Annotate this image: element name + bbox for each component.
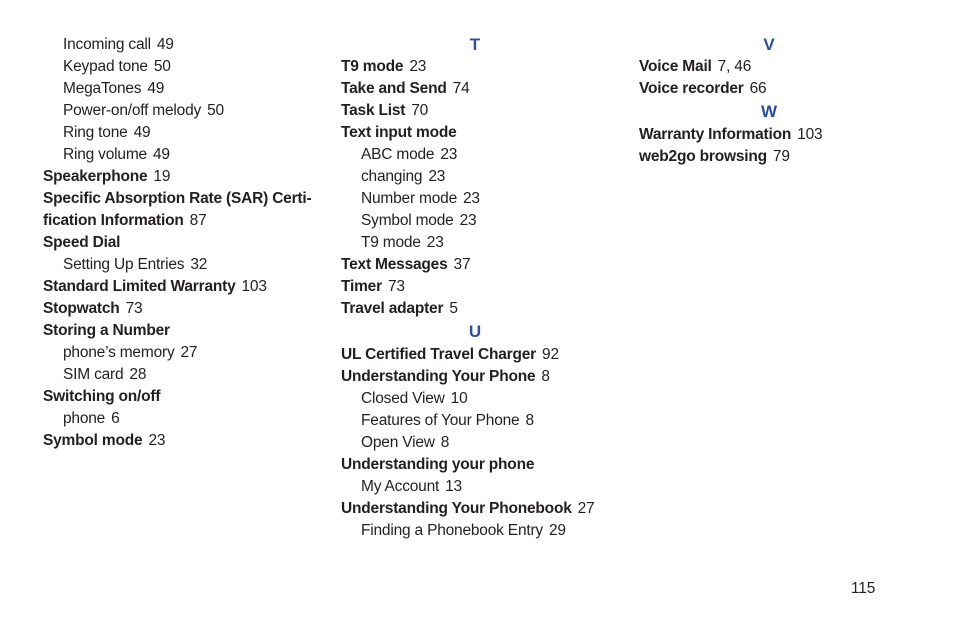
- index-term: Text input mode: [341, 124, 457, 141]
- page-reference: 8: [440, 434, 450, 451]
- page-reference: 92: [542, 346, 559, 363]
- index-subentry: [341, 232, 609, 254]
- index-subentry: [43, 254, 315, 276]
- letter-heading-v: V: [763, 35, 775, 54]
- index-column-1: [43, 34, 315, 452]
- index-subentry: [341, 166, 609, 188]
- page-reference: 19: [153, 168, 171, 185]
- index-subentry: [43, 78, 315, 100]
- page-reference: 103: [797, 126, 823, 143]
- index-term: Symbol mode: [43, 432, 143, 449]
- index-term: phone: [63, 410, 106, 427]
- page-reference: 5: [449, 300, 458, 317]
- index-term: web2go browsing: [639, 148, 767, 165]
- index-term: changing: [361, 168, 423, 185]
- index-term: Voice recorder: [639, 80, 744, 97]
- index-term: Understanding Your Phone: [341, 368, 536, 385]
- index-subentry: [43, 408, 315, 430]
- index-entry: [341, 454, 609, 476]
- index-term: Ring volume: [63, 146, 147, 163]
- index-subentry: [341, 410, 609, 432]
- index-subentry: [43, 342, 315, 364]
- page-reference: 37: [453, 256, 471, 273]
- index-entry: [43, 386, 315, 408]
- index-term: Keypad tone: [63, 58, 148, 75]
- index-entry: [639, 146, 899, 168]
- index-entry: [341, 100, 609, 122]
- index-term: Closed View: [361, 390, 445, 407]
- index-entry: [43, 298, 315, 320]
- index-subentry: [43, 122, 315, 144]
- page-reference: 103: [241, 278, 267, 295]
- page-reference: 23: [426, 234, 444, 251]
- index-term: Text Messages: [341, 256, 448, 273]
- index-term: Take and Send: [341, 80, 447, 97]
- page-reference: 49: [133, 124, 151, 141]
- index-term: Speed Dial: [43, 234, 121, 251]
- page-reference: 74: [452, 80, 470, 97]
- index-subentry: [341, 144, 609, 166]
- index-entry: [341, 366, 609, 388]
- index-subentry: [43, 144, 315, 166]
- index-term: Incoming call: [63, 36, 151, 53]
- index-term: SIM card: [63, 366, 124, 383]
- index-subentry: [43, 364, 315, 386]
- page-reference: 23: [148, 432, 166, 449]
- letter-heading-u: U: [468, 322, 482, 341]
- page-reference: 87: [189, 212, 207, 229]
- page-reference: 23: [428, 168, 446, 185]
- index-entry: [341, 122, 609, 144]
- index-term: Warranty Information: [639, 126, 792, 143]
- index-term: T9 mode: [341, 58, 404, 75]
- index-subentry: [43, 34, 315, 56]
- index-term: Travel adapter: [341, 300, 444, 317]
- index-term: Timer: [341, 278, 382, 295]
- index-term: Finding a Phonebook Entry: [361, 522, 543, 539]
- index-subentry: [341, 432, 609, 454]
- index-entry: [341, 344, 609, 366]
- page-reference: 8: [525, 412, 534, 429]
- index-entry: [43, 188, 315, 232]
- page-reference: 49: [147, 80, 165, 97]
- page-reference: 73: [125, 300, 143, 317]
- letter-heading-w: W: [760, 102, 778, 121]
- index-subentry: [341, 210, 609, 232]
- index-subentry: [341, 476, 609, 498]
- index-term: Voice Mail: [639, 58, 712, 75]
- page-reference: 49: [156, 36, 174, 53]
- page-reference: 27: [180, 344, 198, 361]
- index-subentry: [43, 100, 315, 122]
- page-reference: 23: [409, 58, 427, 75]
- index-term: Standard Limited Warranty: [43, 278, 236, 295]
- page-reference: 27: [577, 500, 595, 517]
- page-reference: 23: [440, 146, 458, 163]
- index-entry: [43, 232, 315, 254]
- index-term: Symbol mode: [361, 212, 454, 229]
- page-reference: 73: [387, 278, 405, 295]
- page-reference: 6: [111, 410, 120, 427]
- page-number: 115: [851, 580, 876, 597]
- index-term: Setting Up Entries: [63, 256, 185, 273]
- index-entry: [341, 254, 609, 276]
- page-reference: 50: [153, 58, 171, 75]
- letter-heading-t: T: [469, 35, 481, 54]
- page-reference: 70: [411, 102, 429, 119]
- index-entry: [341, 298, 609, 320]
- index-entry: [43, 276, 315, 298]
- index-term: MegaTones: [63, 80, 142, 97]
- index-entry: [341, 56, 609, 78]
- page-reference: 29: [548, 522, 566, 539]
- index-term: Speakerphone: [43, 168, 148, 185]
- index-term: Understanding your phone: [341, 456, 535, 473]
- index-entry: [639, 56, 899, 78]
- index-term: Open View: [361, 434, 435, 451]
- index-term: ABC mode: [361, 146, 435, 163]
- index-subentry: [341, 520, 609, 542]
- page-reference: 7, 46: [717, 58, 752, 75]
- index-column-3: [639, 34, 899, 168]
- index-term: UL Certified Travel Charger: [341, 346, 537, 363]
- page-reference: 13: [445, 478, 462, 495]
- index-subentry: [341, 188, 609, 210]
- index-column-2: [341, 34, 609, 542]
- index-term: Switching on/off: [43, 388, 161, 405]
- index-entry: [639, 78, 899, 100]
- page-reference: 28: [129, 366, 147, 383]
- index-term: phone’s memory: [63, 344, 175, 361]
- page-reference: 23: [463, 190, 480, 207]
- index-entry: [43, 430, 315, 452]
- page-reference: 32: [190, 256, 208, 273]
- index-term: Task List: [341, 102, 406, 119]
- index-subentry: [341, 388, 609, 410]
- page-reference: 8: [541, 368, 550, 385]
- index-term: T9 mode: [361, 234, 421, 251]
- index-entry: [341, 498, 609, 520]
- index-term: Power-on/off melody: [63, 102, 202, 119]
- index-subentry: [43, 56, 315, 78]
- index-term: Specific Absorption Rate (SAR) Certi-fication Information: [43, 190, 312, 229]
- index-term: Features of Your Phone: [361, 412, 520, 429]
- index-term: My Account: [361, 478, 440, 495]
- index-entry: [43, 320, 315, 342]
- index-entry: [639, 124, 899, 146]
- page-reference: 23: [459, 212, 477, 229]
- page-reference: 49: [152, 146, 170, 163]
- index-term: Stopwatch: [43, 300, 120, 317]
- index-entry: [43, 166, 315, 188]
- index-term: Understanding Your Phonebook: [341, 500, 572, 517]
- page-reference: 66: [749, 80, 767, 97]
- page-reference: 50: [207, 102, 224, 119]
- index-term: Number mode: [361, 190, 458, 207]
- index-entry: [341, 276, 609, 298]
- page-reference: 79: [772, 148, 790, 165]
- index-entry: [341, 78, 609, 100]
- index-term: Storing a Number: [43, 322, 170, 339]
- page-reference: 10: [450, 390, 468, 407]
- index-term: Ring tone: [63, 124, 128, 141]
